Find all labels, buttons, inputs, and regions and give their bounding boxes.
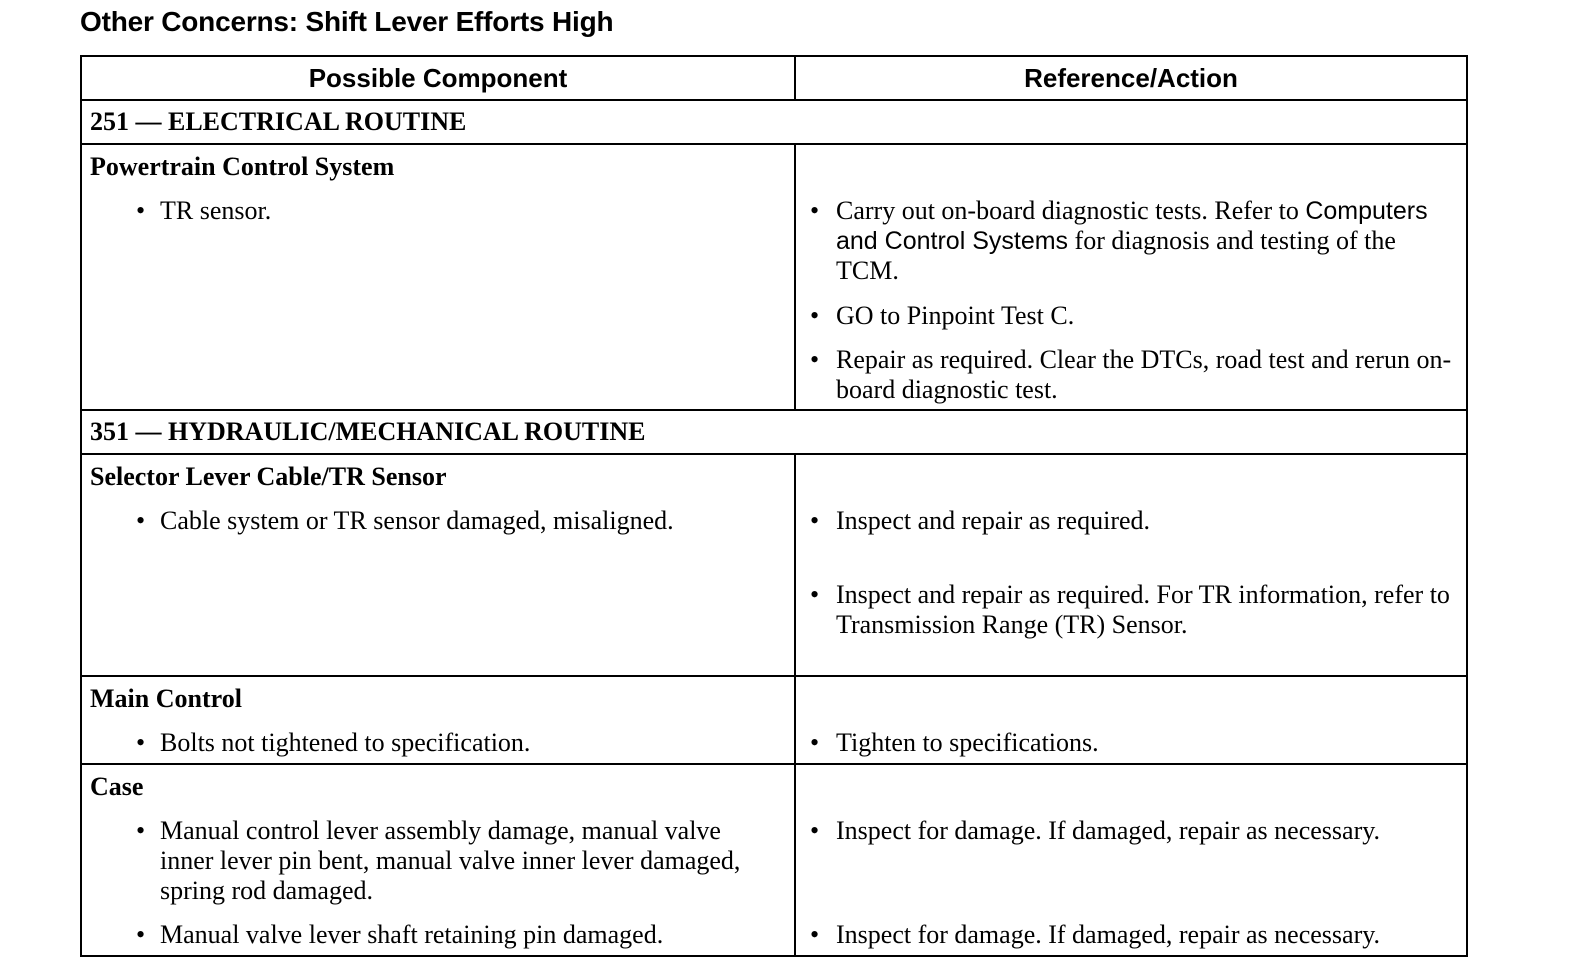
bullet-icon: • [136, 816, 146, 845]
list-item: • Inspect for damage. If damaged, repair as necessary. [810, 920, 1381, 949]
section-heading-hydraulic: 351 — HYDRAULIC/MECHANICAL ROUTINE [81, 410, 1467, 454]
bullet-icon: • [810, 728, 820, 757]
bullet-icon: • [136, 920, 146, 949]
table-header-row [81, 56, 1467, 100]
list-item: • Repair as required. Clear the DTCs, road test and rerun on-board diagnostic test. [810, 345, 1452, 404]
component-title: Case [90, 772, 144, 801]
diagnostic-table [80, 55, 1468, 957]
cross-reference: Computers and Control Systems [836, 197, 1428, 255]
list-item: • Tighten to specifications. [810, 728, 1099, 757]
bullet-icon: • [136, 196, 146, 225]
bullet-icon: • [136, 728, 146, 757]
component-cell [81, 144, 795, 410]
bullet-icon: • [810, 920, 820, 949]
bullet-icon: • [810, 345, 820, 374]
bullet-icon: • [810, 816, 820, 845]
action-cell [795, 144, 1467, 410]
table-row [81, 764, 1467, 956]
list-item: • Bolts not tightened to specification. [136, 728, 531, 757]
list-item: • Cable system or TR sensor damaged, misaligned. [136, 506, 674, 535]
list-item: • Carry out on-board diagnostic tests. Refer to Computers and Control Systems for diagnosis and testing of the TCM. [810, 196, 1428, 285]
section-heading-electrical: 251 — ELECTRICAL ROUTINE [81, 100, 1467, 144]
component-cell [81, 676, 795, 764]
bullet-icon: • [810, 196, 820, 225]
section-row [81, 100, 1467, 144]
list-item: • GO to Pinpoint Test C. [810, 301, 1075, 330]
page-title: Other Concerns: Shift Lever Efforts High [80, 6, 614, 37]
list-item: • Manual control lever assembly damage, manual valve inner lever pin bent, manual valve inner lever damaged, spring rod damaged. [136, 816, 741, 905]
header-reference-action: Reference/Action [795, 56, 1467, 100]
list-item: • Inspect and repair as required. For TR information, refer to Transmission Range (TR) Sensor. [810, 580, 1450, 639]
table-row [81, 144, 1467, 410]
bullet-icon: • [810, 301, 820, 330]
list-item: • TR sensor. [136, 196, 272, 225]
component-cell [81, 454, 795, 676]
list-item: • Manual valve lever shaft retaining pin damaged. [136, 920, 664, 949]
header-possible-component: Possible Component [81, 56, 795, 100]
action-cell [795, 454, 1467, 676]
component-title: Selector Lever Cable/TR Sensor [90, 462, 447, 491]
table-row [81, 454, 1467, 676]
action-cell [795, 676, 1467, 764]
component-title: Main Control [90, 684, 242, 713]
table-row [81, 676, 1467, 764]
component-cell [81, 764, 795, 956]
action-cell [795, 764, 1467, 956]
list-item: • Inspect for damage. If damaged, repair as necessary. [810, 816, 1381, 845]
list-item: • Inspect and repair as required. [810, 506, 1151, 535]
section-row [81, 410, 1467, 454]
bullet-icon: • [810, 506, 820, 535]
component-title: Powertrain Control System [90, 152, 395, 181]
bullet-icon: • [136, 506, 146, 535]
bullet-icon: • [810, 580, 820, 609]
